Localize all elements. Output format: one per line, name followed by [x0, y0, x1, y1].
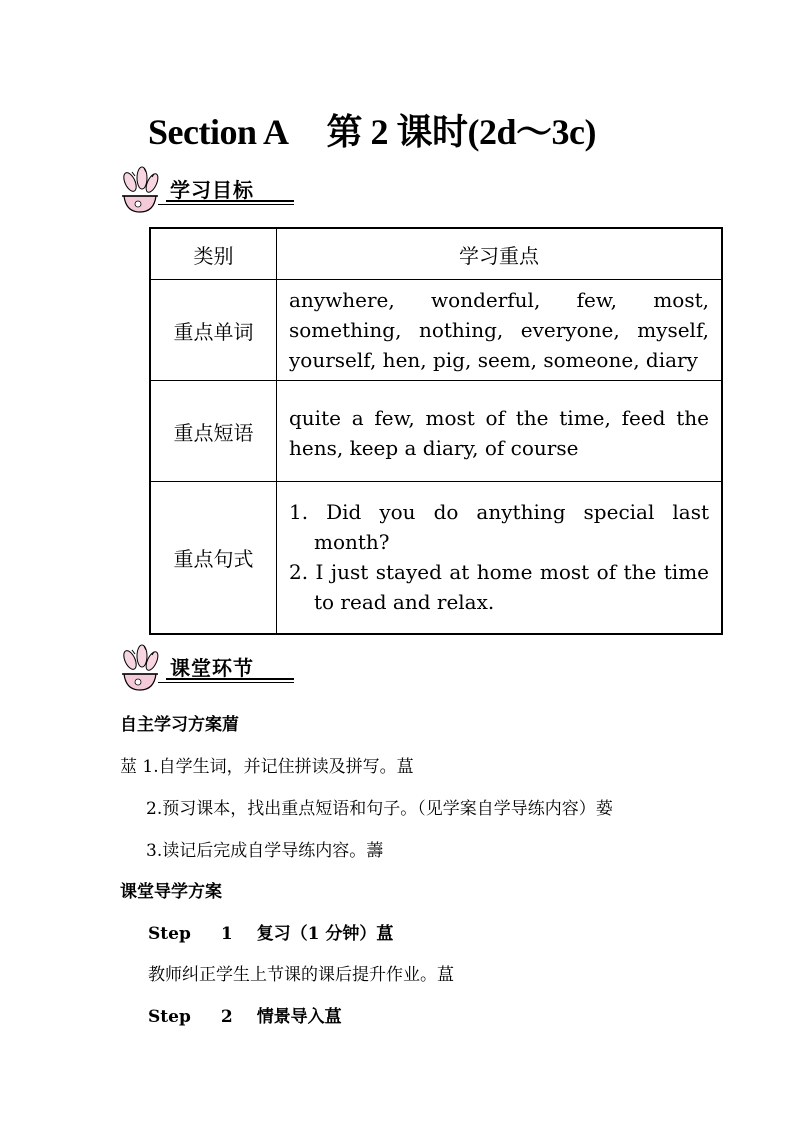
- step-number: 2: [220, 1007, 233, 1027]
- section-header-class: [118, 644, 298, 694]
- page-title: [148, 104, 596, 155]
- table-header-row: [150, 228, 722, 280]
- step-number: 1: [220, 924, 233, 944]
- section-label-goals: 学习目标: [170, 178, 254, 202]
- table-row: [150, 482, 722, 634]
- section-label-class: 课堂环节: [170, 656, 254, 680]
- row-category: 重点单词: [150, 280, 277, 381]
- list-item: 3.读记后完成自学导练内容。薵: [146, 841, 384, 861]
- self-study-heading: 自主学习方案葿: [120, 715, 239, 735]
- step-heading: [148, 919, 393, 944]
- flower-basket-icon: [118, 644, 162, 692]
- flower-basket-icon: [118, 166, 162, 214]
- row-content: [277, 482, 723, 634]
- row-category: 重点句式: [150, 482, 277, 634]
- table-row: [150, 381, 722, 482]
- row-category: 重点短语: [150, 381, 277, 482]
- step-title: 情景导入蒀: [256, 1007, 342, 1027]
- table-row: [150, 280, 722, 381]
- table-header-category: 类别: [150, 228, 277, 280]
- step-heading: [148, 1002, 342, 1027]
- row-content: anywhere, wonderful, few, most, something, nothing, everyone, myself, yourself, hen, pig, seem, someone, diary: [277, 280, 723, 381]
- sentence-item: 1. Did you do anything special last month?: [289, 500, 709, 555]
- sentence-item: 2. I just stayed at home most of the time to read and relax.: [289, 560, 709, 615]
- guide-heading: 课堂导学方案: [120, 882, 222, 902]
- table-header-focus: 学习重点: [277, 228, 723, 280]
- learning-goals-table: [149, 227, 723, 635]
- step-word: Step: [148, 1007, 191, 1027]
- section-header-goals: [118, 166, 298, 216]
- title-lesson: 第 2 课时(2d～3c): [326, 112, 596, 152]
- list-item: 2.预习课本，找出重点短语和句子。（见学案自学导练内容）蒆: [146, 799, 613, 819]
- title-section: Section A: [148, 112, 289, 152]
- list-item: 莁 1.自学生词，并记住拼读及拼写。蒀: [120, 757, 414, 777]
- step-title: 复习（1 分钟）蒀: [256, 924, 394, 944]
- step-word: Step: [148, 924, 191, 944]
- step-text: 教师纠正学生上节课的课后提升作业。蒀: [148, 965, 454, 985]
- sentence-list: [289, 497, 709, 617]
- row-content: quite a few, most of the time, feed the hens, keep a diary, of course: [277, 381, 723, 482]
